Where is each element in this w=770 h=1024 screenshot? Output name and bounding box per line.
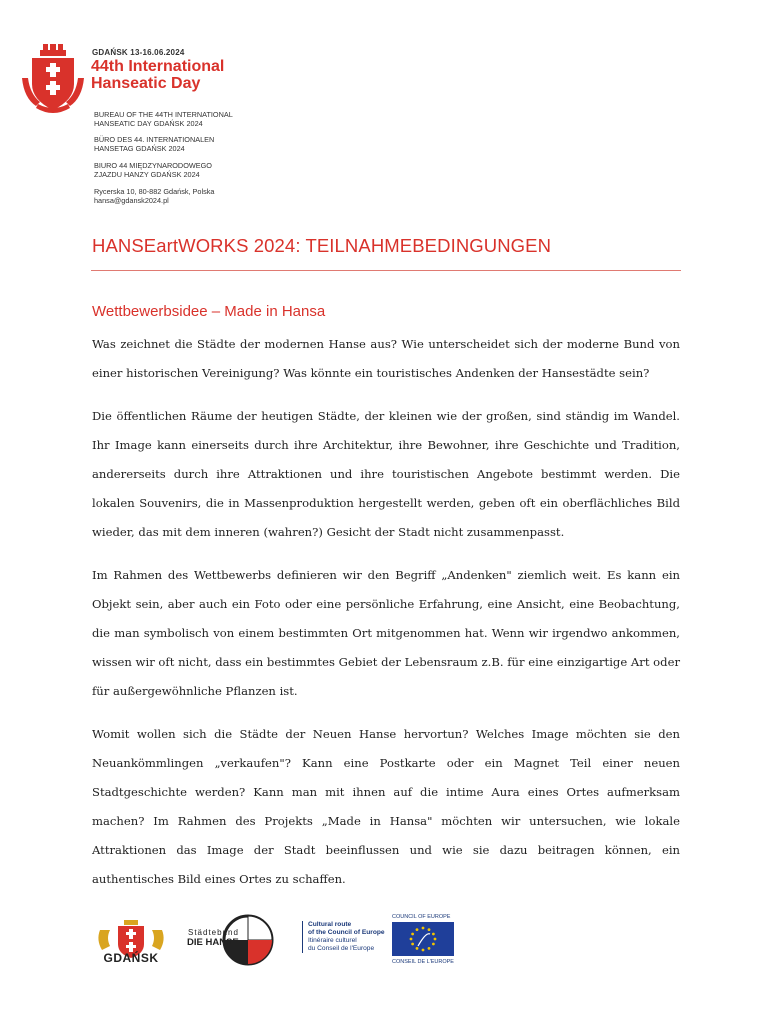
address-pl-line1: BIURO 44 MIĘDZYNARODOWEGO xyxy=(94,161,212,170)
conseil-de-leurope-label: CONSEIL DE L'EUROPE xyxy=(392,959,454,965)
route-line1: Cultural route xyxy=(308,921,352,928)
address-en-line1: BUREAU OF THE 44TH INTERNATIONAL xyxy=(94,110,233,119)
event-title xyxy=(91,58,224,92)
route-line3: Itinéraire culturel xyxy=(308,937,357,944)
stadtebund-label: Städtebund xyxy=(188,928,239,937)
contact-email[interactable]: hansa@gdansk2024.pl xyxy=(94,196,169,205)
body-text xyxy=(92,330,680,908)
street-address: Rycerska 10, 80-882 Gdańsk, Polska xyxy=(94,187,215,196)
council-of-europe-flag-icon xyxy=(392,922,454,956)
address-polish xyxy=(94,161,212,179)
event-title-line2: Hanseatic Day xyxy=(91,75,201,92)
route-line2: of the Council of Europe xyxy=(308,929,385,936)
cultural-route-label xyxy=(302,921,385,953)
event-title-line1: 44th International xyxy=(91,58,225,75)
address-en-line2: HANSEATIC DAY GDAŃSK 2024 xyxy=(94,119,203,128)
title-divider xyxy=(91,270,681,271)
paragraph-1: Was zeichnet die Städte der modernen Hanse aus? Wie unterscheidet sich der moderne Bund von einer historischen Vereinigung? Was könnte ein touristisches Andenken der Hansestädte sein? xyxy=(92,337,680,380)
address-pl-line2: ZJAZDU HANZY GDAŃSK 2024 xyxy=(94,170,200,179)
section-heading: Wettbewerbsidee – Made in Hansa xyxy=(92,303,326,320)
gdansk-label: GDAŃSK xyxy=(103,951,159,965)
address-english xyxy=(94,110,233,128)
council-of-europe-label: COUNCIL OF EUROPE xyxy=(392,914,451,920)
paragraph-2: Die öffentlichen Räume der heutigen Städte, der kleinen wie der großen, sind ständig im Wandel. Ihr Image kann einerseits durch ihre Architektur, ihre Bewohner, ihre Geschichte und Tradition, andererseits durch ihre Attraktionen und ihre touristischen Angebote bestimmt werden. Die lokalen Souvenirs, die in Massenproduktion hergestellt werden, geben oft ein oberflächliches Bild wieder, das mit dem inneren (wahren?) Gesicht der Stadt nicht zusammenpasst. xyxy=(92,409,680,539)
event-date: GDAŃSK 13-16.06.2024 xyxy=(92,48,185,57)
paragraph-3: Im Rahmen des Wettbewerbs definieren wir den Begriff „Andenken" ziemlich weit. Es kann ein Objekt sein, aber auch ein Foto oder eine persönliche Erfahrung, eine Ansicht, eine Beobachtung, die man symbolisch von einem bestimmten Ort mitgenommen hat. Wenn wir irgendwo ankommen, wissen wir oft nicht, dass ein bestimmtes Gebiet der Lebensraum z.B. für eine einzigartige Art oder für außergewöhnliche Pflanzen ist. xyxy=(92,568,680,698)
address-de-line2: HANSETAG GDAŃSK 2024 xyxy=(94,144,185,153)
die-hanse-label: DIE HANSE xyxy=(187,937,239,948)
paragraph-4: Womit wollen sich die Städte der Neuen Hanse hervortun? Welches Image möchten sie den Neuankömmlingen „verkaufen"? Kann eine Postkarte oder ein Magnet Teil einer neuen Stadtgeschichte werden? Kann man mit ihnen auf die intime Aura eines Ortes aufmerksam machen? Im Rahmen des Projekts „Made in Hansa" möchten wir untersuchen, wie lokale Attraktionen das Image der Stadt beeinflussen und wie sie dazu beitragen können, ein authentisches Bild eines Ortes zu schaffen. xyxy=(92,727,680,886)
document-title: HANSEartWORKS 2024: TEILNAHMEBEDINGUNGEN xyxy=(92,235,552,256)
route-line4: du Conseil de l'Europe xyxy=(308,945,375,952)
contact-info xyxy=(94,187,214,205)
address-de-line1: BÜRO DES 44. INTERNATIONALEN xyxy=(94,135,215,144)
address-german xyxy=(94,135,214,153)
gdansk-emblem-logo xyxy=(22,44,84,116)
